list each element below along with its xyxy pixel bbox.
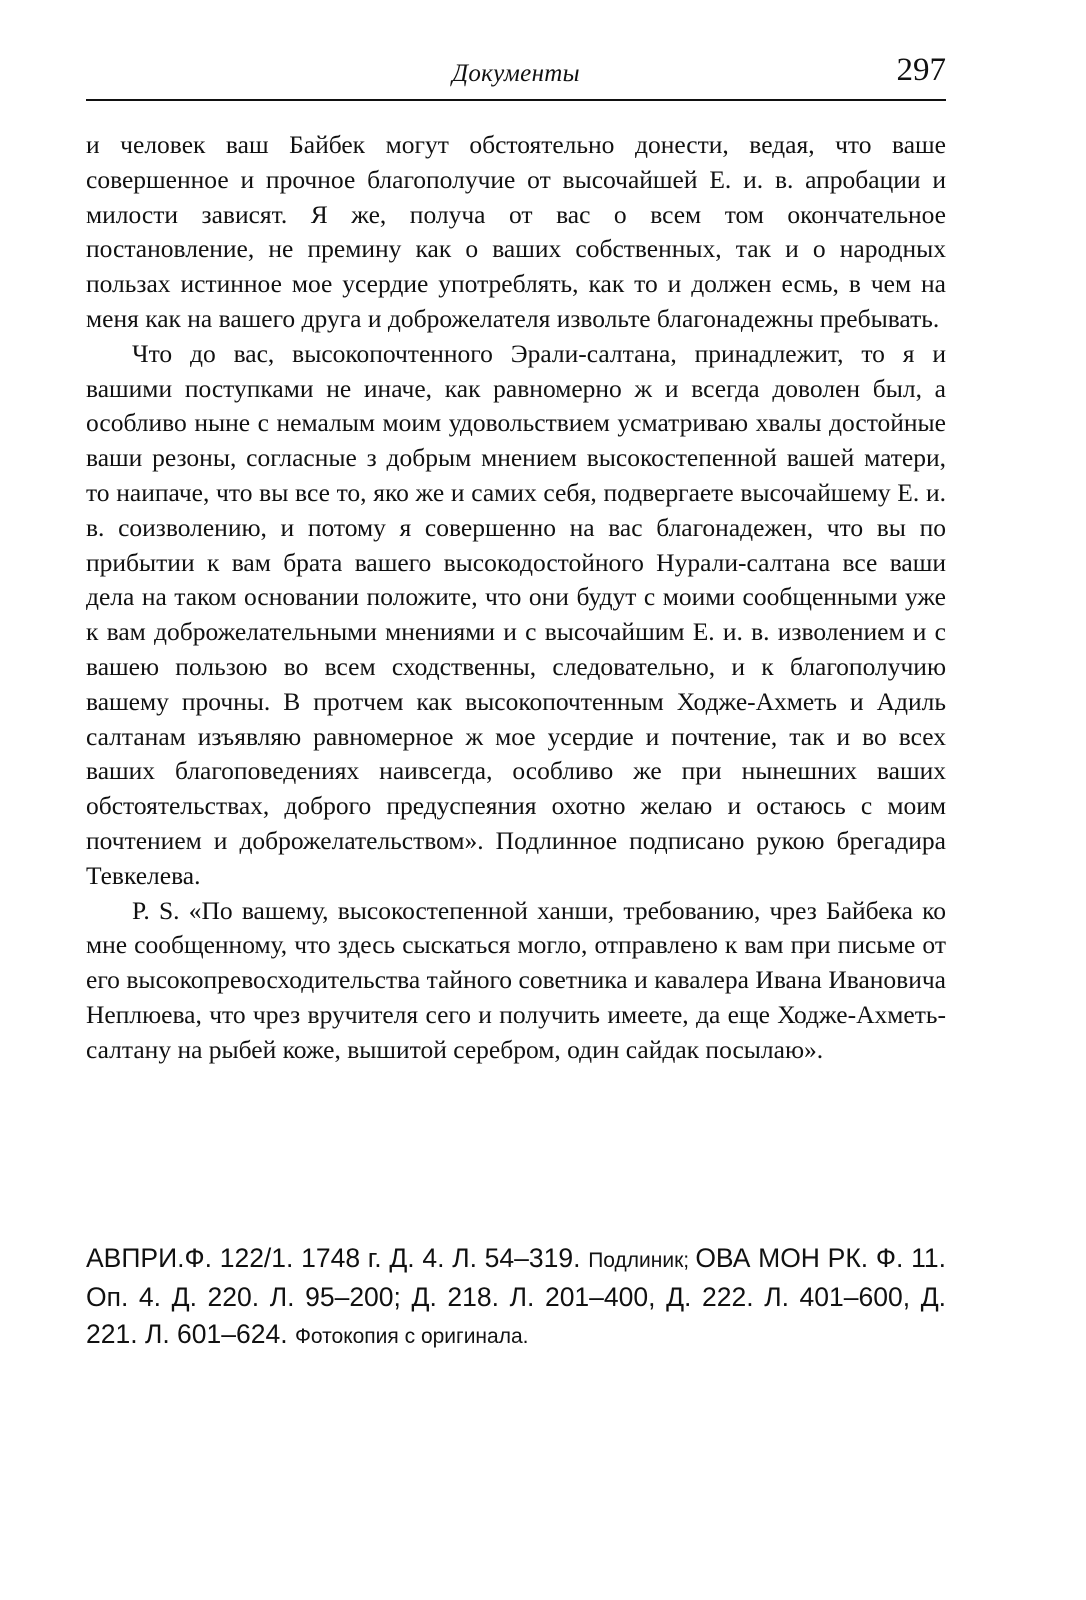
- source-note-photocopy-label: Фотокопия с оригинала.: [294, 1325, 529, 1348]
- paragraph-2: Что до вас, высокопочтенного Эрали-салтана, принадлежит, то я и вашими поступками не иначе, как равномерно ж и всегда доволен был, а особливо ныне с немалым моим удовольствием усматриваю хвалы достойные ваши резоны, согласные з добрым мнением высокостепенной вашей матери, то наипаче, что вы все то, яко же и самих себя, подвергаете высочайшему Е. и. в. соизволению, и потому я совершенно на вас благонадежен, что вы по прибытии к вам брата вашего высокодостойного Нурали-салтана все ваши дела на таком основании положите, что они будут с моими сообщенными уже к вам доброжелательными мнениями и с высочайшим Е. и. в. изволением и с вашею пользою во всем сходственны, следовательно, и к благополучию вашему прочны. В протчем как высокопочтенным Ходже-Ахметь и Адиль салтанам изъявляю равномерное ж мое усердие и почтение, так и во всех ваших благоповедениях наивсегда, особливо же при нынешних ваших обстоятельствах, доброго предуспеяния охотно желаю и остаюсь с моим почтением и доброжелательством». Подлинное подписано рукою брегадира Тевкелева.: [86, 338, 946, 890]
- running-head: [86, 52, 946, 96]
- source-note-original-label: Подлиник;: [588, 1249, 696, 1272]
- source-note-archive: АВПРИ.Ф. 122/1. 1748 г. Д. 4. Л. 54–319.: [86, 1243, 589, 1273]
- page-number: 297: [896, 52, 946, 88]
- paragraph-1: и человек ваш Байбек могут обстоятельно донести, ведая, что ваше совершенное и прочное благополучие от высочайшей Е. и. в. апробации и милости зависят. Я же, получа от вас о всем том окончательное постановление, не премину как о ваших собственных, так и о народных пользах истинное мое усердие употреблять, как то и должен есмь, в чем на меня как на вашего друга и доброжелателя извольте благонадежны пребывать.: [86, 130, 946, 333]
- running-title: Документы: [452, 60, 580, 87]
- paragraph-3-postscript: P. S. «По вашему, высокостепенной ханши, требованию, чрез Байбека ко мне сообщенному, что здесь сыскаться могло, отправлено к вам при письме от его высокопревосходительства тайного советника и кавалера Ивана Ивановича Неплюева, что чрез вручителя сего и получить имеете, да еще Ходже-Ахметь-салтану на рыбей коже, вышитой серебром, один сайдак посылаю».: [86, 895, 946, 1064]
- main-text: [86, 128, 946, 1068]
- source-note-archive-refs: ОВА МОН РК. Ф. 11. Оп. 4. Д. 220. Л. 95–200; Д. 218. Л. 201–400, Д. 222. Л. 401–600, Д. 221. Л. 601–624.: [86, 1243, 946, 1349]
- source-note: [86, 1240, 946, 1355]
- header-rule: [86, 99, 946, 101]
